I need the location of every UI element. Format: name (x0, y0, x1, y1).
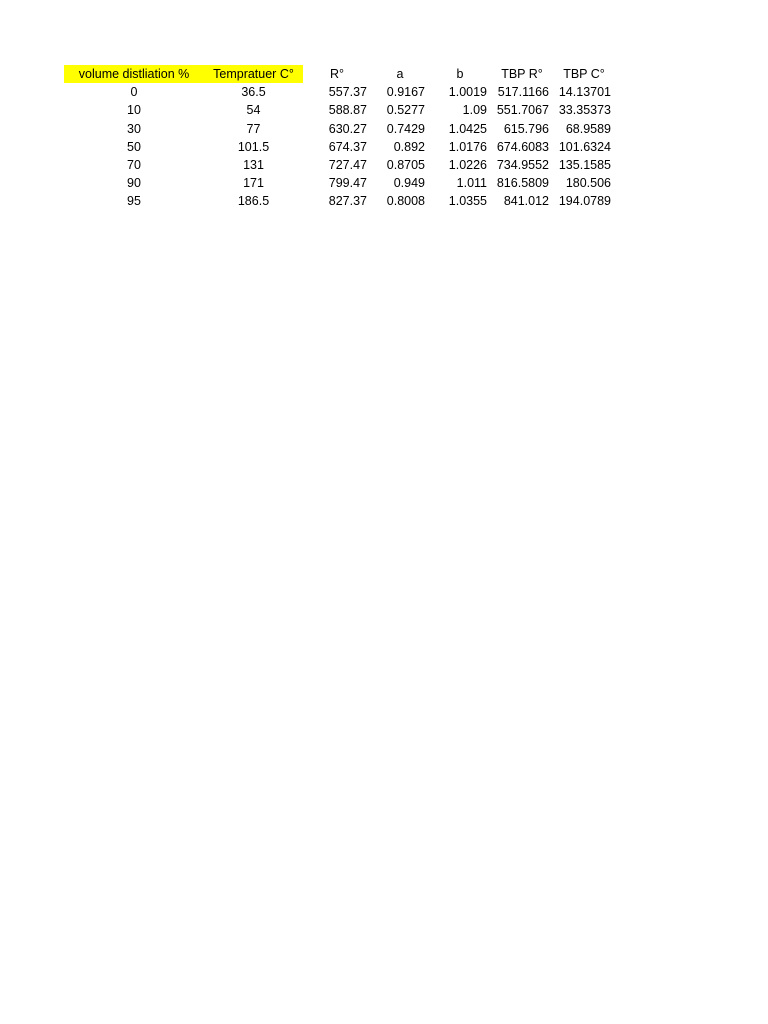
header-rankine[interactable]: R° (329, 67, 345, 81)
cell-rankine[interactable]: 588.87 (328, 103, 367, 118)
cell-volume[interactable]: 90 (127, 176, 141, 191)
header-volume-distillation[interactable]: volume distliation % (64, 65, 204, 83)
cell-volume[interactable]: 30 (127, 121, 141, 136)
cell-tbp-celsius[interactable]: 194.0789 (558, 194, 611, 209)
cell-temperature[interactable]: 101.5 (237, 139, 270, 154)
cell-a[interactable]: 0.7429 (386, 121, 425, 136)
cell-b[interactable]: 1.0425 (448, 121, 487, 136)
cell-tbp-rankine[interactable]: 615.796 (503, 121, 549, 136)
cell-tbp-celsius[interactable]: 14.13701 (558, 85, 611, 100)
cell-volume[interactable]: 95 (127, 194, 141, 209)
header-temperature-c[interactable]: Tempratuer C° (204, 65, 303, 83)
cell-b[interactable]: 1.011 (456, 176, 487, 191)
header-a[interactable]: a (396, 67, 404, 81)
cell-volume[interactable]: 10 (127, 103, 141, 118)
cell-tbp-rankine[interactable]: 674.6083 (496, 139, 549, 154)
cell-a[interactable]: 0.949 (393, 176, 425, 191)
cell-tbp-celsius[interactable]: 101.6324 (558, 139, 611, 154)
spreadsheet-table (64, 65, 615, 211)
cell-rankine[interactable]: 674.37 (328, 139, 367, 154)
cell-temperature[interactable]: 186.5 (237, 194, 270, 209)
cell-a[interactable]: 0.5277 (386, 103, 425, 118)
cell-rankine[interactable]: 827.37 (328, 194, 367, 209)
cell-b[interactable]: 1.0355 (448, 194, 487, 209)
header-b[interactable]: b (456, 67, 464, 81)
cell-tbp-rankine[interactable]: 734.9552 (496, 157, 549, 172)
cell-a[interactable]: 0.892 (393, 139, 425, 154)
cell-tbp-rankine[interactable]: 517.1166 (497, 85, 549, 100)
cell-temperature[interactable]: 54 (246, 103, 261, 118)
cell-tbp-rankine[interactable]: 816.5809 (496, 176, 549, 191)
cell-temperature[interactable]: 77 (246, 121, 261, 136)
cell-a[interactable]: 0.8705 (386, 157, 425, 172)
cell-temperature[interactable]: 36.5 (241, 85, 266, 100)
header-tbp-rankine[interactable]: TBP R° (501, 67, 543, 81)
cell-tbp-celsius[interactable]: 135.1585 (558, 157, 611, 172)
cell-rankine[interactable]: 799.47 (328, 176, 367, 191)
cell-b[interactable]: 1.0176 (448, 139, 487, 154)
cell-rankine[interactable]: 727.47 (328, 157, 367, 172)
cell-a[interactable]: 0.8008 (386, 194, 425, 209)
cell-volume[interactable]: 50 (127, 139, 141, 154)
header-tbp-celsius[interactable]: TBP C° (563, 67, 605, 81)
cell-rankine[interactable]: 630.27 (328, 121, 367, 136)
cell-a[interactable]: 0.9167 (386, 85, 425, 100)
cell-b[interactable]: 1.0226 (448, 157, 487, 172)
cell-tbp-rankine[interactable]: 551.7067 (496, 103, 549, 118)
cell-b[interactable]: 1.09 (462, 103, 487, 118)
cell-b[interactable]: 1.0019 (448, 85, 487, 100)
cell-temperature[interactable]: 131 (243, 157, 264, 172)
cell-temperature[interactable]: 171 (243, 176, 264, 191)
cell-tbp-rankine[interactable]: 841.012 (503, 194, 549, 209)
cell-volume[interactable]: 0 (130, 85, 138, 100)
cell-volume[interactable]: 70 (127, 157, 141, 172)
cell-tbp-celsius[interactable]: 33.35373 (558, 103, 611, 118)
cell-rankine[interactable]: 557.37 (328, 85, 367, 100)
cell-tbp-celsius[interactable]: 180.506 (565, 176, 611, 191)
cell-tbp-celsius[interactable]: 68.9589 (565, 121, 611, 136)
